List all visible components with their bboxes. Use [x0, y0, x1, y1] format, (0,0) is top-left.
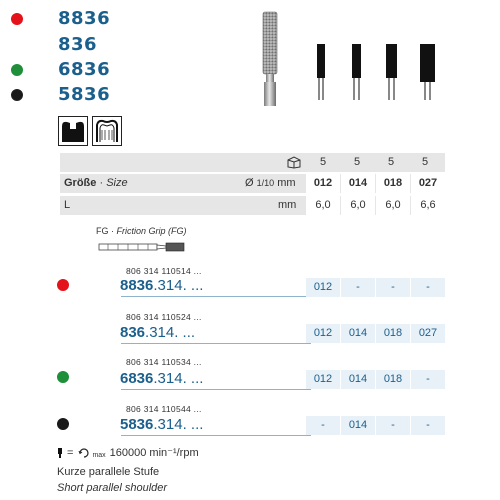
catalog-number: 806 314 110514 ... — [126, 266, 202, 276]
bur-silhouette-027 — [417, 40, 439, 102]
tooth-cavity-icon — [58, 116, 88, 146]
length-label: L — [64, 199, 71, 211]
description-en: Short parallel shoulder — [57, 482, 168, 494]
grit-dot-black — [11, 89, 23, 101]
grit-row — [58, 84, 110, 105]
grit-dot-black — [57, 418, 69, 430]
length-value: 6,6 — [411, 196, 445, 215]
availability-cell: - — [376, 416, 410, 435]
availability-cell: - — [411, 416, 445, 435]
bur-silhouette-014 — [347, 40, 367, 102]
availability-cell: 012 — [306, 278, 340, 297]
rpm-value: 160000 min⁻¹/rpm — [109, 447, 199, 459]
bur-photo — [258, 8, 282, 108]
availability-cell: 018 — [376, 370, 410, 389]
separator — [121, 389, 311, 390]
max-sub: max — [92, 452, 106, 459]
grit-dot-red — [57, 279, 69, 291]
availability-cell: 027 — [411, 324, 445, 343]
order-number[interactable]: 8836.314. ... — [120, 277, 204, 294]
length-value: 6,0 — [376, 196, 410, 215]
grit-code: 5836 — [58, 84, 111, 105]
availability-cell: 018 — [376, 324, 410, 343]
separator — [121, 296, 311, 297]
length-row — [60, 196, 445, 215]
availability-cell: - — [411, 370, 445, 389]
catalog-number: 806 314 110544 ... — [126, 404, 202, 414]
grit-code: 6836 — [58, 59, 111, 80]
grit-row — [58, 34, 97, 55]
size-value: 014 — [341, 174, 375, 193]
grit-dot-red — [11, 13, 23, 25]
grit-dot-green — [11, 64, 23, 76]
order-number[interactable]: 5836.314. ... — [120, 416, 204, 433]
grit-code: 8836 — [58, 8, 111, 29]
availability-cell: - — [306, 416, 340, 435]
rotation-icon — [77, 448, 91, 458]
availability-cell: 014 — [341, 324, 375, 343]
length-value: 6,0 — [306, 196, 340, 215]
bur-silhouette-018 — [382, 40, 402, 102]
shank-label: FG · Friction Grip (FG) — [96, 226, 187, 236]
pack-quantity-row — [60, 153, 445, 172]
catalog-number: 806 314 110534 ... — [126, 357, 202, 367]
separator — [121, 435, 311, 436]
size-row — [60, 174, 445, 193]
order-number[interactable]: 6836.314. ... — [120, 370, 204, 387]
size-unit: Ø 1/10 mm — [245, 177, 296, 189]
availability-cell: - — [411, 278, 445, 297]
size-value: 027 — [411, 174, 445, 193]
grit-row — [58, 59, 110, 80]
separator — [121, 343, 311, 344]
pack-value: 5 — [387, 156, 395, 168]
bur-small-icon — [57, 448, 63, 458]
fg-bur-drawing — [98, 240, 190, 254]
catalog-number: 806 314 110524 ... — [126, 312, 202, 322]
grit-code: 836 — [58, 34, 98, 55]
length-value: 6,0 — [341, 196, 375, 215]
availability-cell: - — [376, 278, 410, 297]
availability-cell: 012 — [306, 370, 340, 389]
grit-dot-green — [57, 371, 69, 383]
pack-value: 5 — [319, 156, 327, 168]
length-unit: mm — [278, 199, 297, 211]
size-label: Größe · Size — [64, 177, 128, 189]
tooth-crown-icon — [92, 116, 122, 146]
availability-cell: - — [341, 278, 375, 297]
availability-cell: 012 — [306, 324, 340, 343]
rpm-line: = max 160000 min⁻¹/rpm — [57, 446, 199, 459]
grit-row — [58, 8, 110, 29]
package-icon — [287, 156, 301, 169]
pack-value: 5 — [421, 156, 429, 168]
size-value: 018 — [376, 174, 410, 193]
size-value: 012 — [306, 174, 340, 193]
description-de: Kurze parallele Stufe — [57, 466, 160, 478]
order-number[interactable]: 836.314. ... — [120, 324, 196, 341]
availability-cell: 014 — [341, 416, 375, 435]
pack-value: 5 — [353, 156, 361, 168]
availability-cell: 014 — [341, 370, 375, 389]
bur-silhouette-012 — [312, 40, 332, 102]
